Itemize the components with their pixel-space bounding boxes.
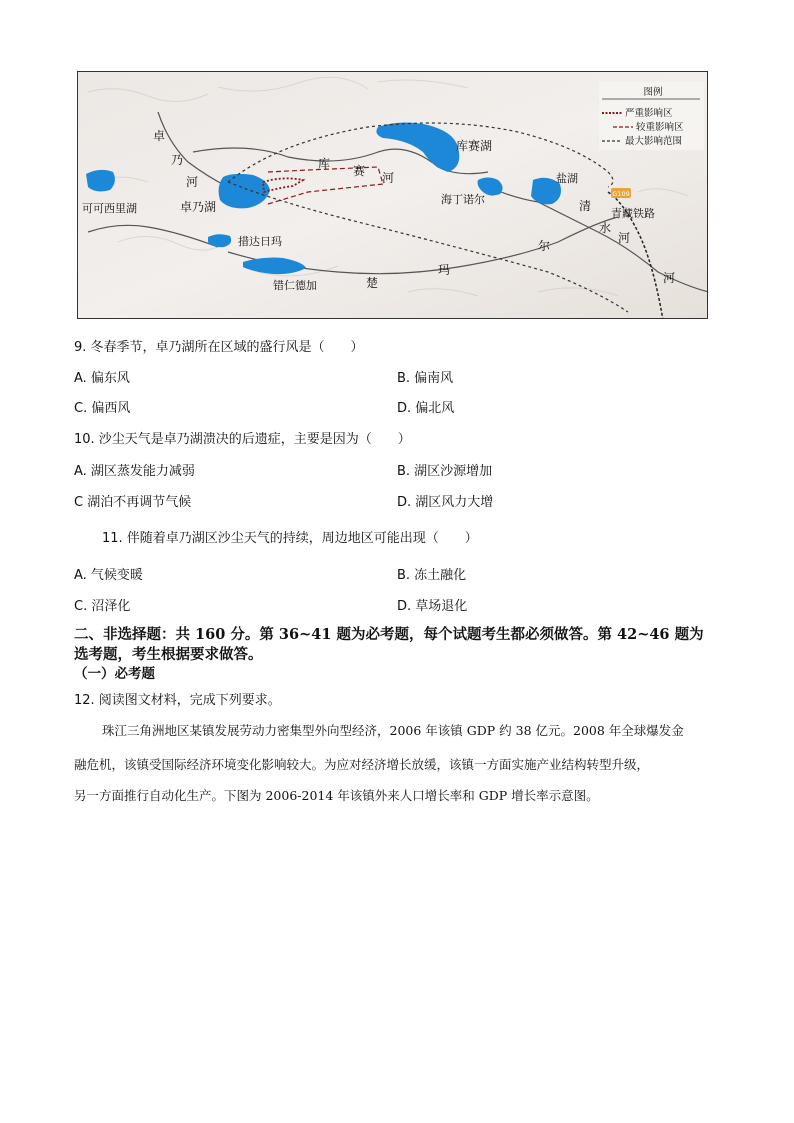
question-10-option-b: B. 湖区沙源增加 (397, 464, 493, 479)
map-legend (599, 82, 704, 150)
label-sai: 赛 (353, 164, 366, 178)
legend-heavy: 较重影响区 (636, 122, 684, 133)
question-9-option-b: B. 偏南风 (397, 371, 454, 386)
question-9-option-c: C. 偏西风 (74, 401, 131, 416)
question-11-stem: 11. 伴随着卓乃湖区沙尘天气的持续，周边地区可能出现（ ） (102, 531, 478, 546)
legend-title: 图例 (643, 87, 663, 98)
section-2-heading-line1: 二、非选择题：共 160 分。第 36~41 题为必考题，每个试题考生都必须做答。第 42~46 题为 (74, 626, 704, 643)
label-chu: 楚 (366, 276, 379, 290)
label-he4: 河 (663, 271, 676, 285)
label-qingzangtielu: 青藏铁路 (611, 207, 655, 220)
label-shui: 水 (599, 221, 612, 235)
label-zhuo: 卓 (153, 129, 166, 143)
question-11-option-a: A. 气候变暖 (74, 568, 143, 583)
label-cuorendejia: 错仁德加 (273, 279, 317, 292)
question-12-para-line3: 另一方面推行自动化生产。下图为 2006-2014 年该镇外来人口增长率和 GDP 增长率示意图。 (74, 788, 599, 803)
label-he1: 河 (186, 175, 199, 189)
legend-severe: 严重影响区 (625, 108, 673, 119)
question-10-option-a: A. 湖区蒸发能力减弱 (74, 464, 195, 479)
question-12-para-line1: 珠江三角洲地区某镇发展劳动力密集型外向型经济，2006 年该镇 GDP 约 38 亿元。2008 年全球爆发金 (102, 723, 684, 738)
label-ku: 库 (318, 157, 331, 171)
label-er: 尔 (538, 239, 551, 253)
question-11-option-c: C. 沼泽化 (74, 599, 131, 614)
label-he3: 河 (618, 231, 631, 245)
question-11-option-d: D. 草场退化 (397, 599, 468, 614)
question-11-option-b: B. 冻土融化 (397, 568, 467, 583)
label-kekexili: 可可西里湖 (82, 202, 137, 215)
question-10-stem: 10. 沙尘天气是卓乃湖溃决的后遗症，主要是因为（ ） (74, 432, 411, 447)
label-qing: 清 (579, 199, 592, 213)
label-ma: 玛 (438, 263, 451, 277)
map-figure (77, 71, 708, 319)
question-12-stem: 12. 阅读图文材料，完成下列要求。 (74, 693, 281, 708)
label-yanhu: 盐湖 (556, 172, 578, 185)
label-cuodarima: 措达日玛 (238, 235, 282, 248)
section-2-heading-line2: 选考题，考生根据要求做答。 (74, 646, 263, 663)
question-9-option-d: D. 偏北风 (397, 401, 455, 416)
question-10-option-c: C 湖泊不再调节气候 (74, 495, 192, 510)
question-9-option-a: A. 偏东风 (74, 371, 130, 386)
question-9-stem: 9. 冬春季节，卓乃湖所在区域的盛行风是（ ） (74, 340, 364, 355)
section-2-subheading: （一）必考题 (74, 666, 155, 682)
kekexili-lake (86, 170, 115, 192)
map-svg (78, 72, 708, 319)
road-code: G109 (612, 190, 630, 198)
label-haidingnuoer: 海丁诺尔 (441, 193, 485, 206)
legend-max: 最大影响范围 (625, 136, 683, 147)
question-10-option-d: D. 湖区风力大增 (397, 495, 494, 510)
label-kusaihu: 库赛湖 (456, 139, 493, 153)
label-zhuonaihu: 卓乃湖 (180, 200, 217, 214)
question-12-para-line2: 融危机，该镇受国际经济环境变化影响较大。为应对经济增长放缓，该镇一方面实施产业结构转型升级， (74, 757, 650, 772)
label-nai: 乃 (171, 153, 184, 167)
label-he2: 河 (382, 171, 395, 185)
